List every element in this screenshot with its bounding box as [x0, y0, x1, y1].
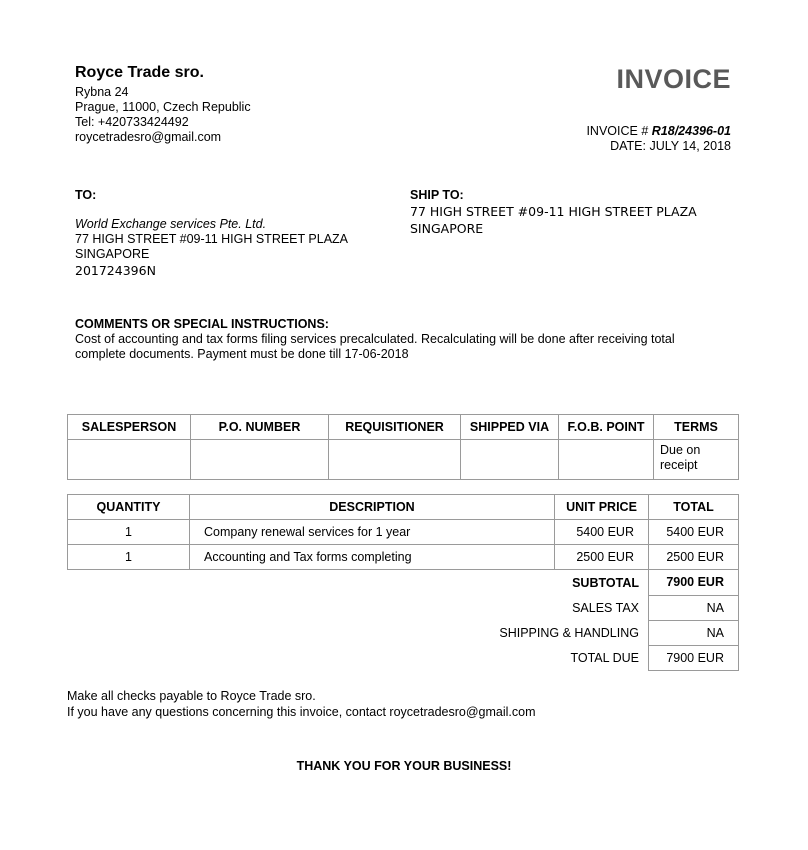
company-phone: Tel: +420733424492: [75, 115, 189, 129]
col-shipped-via: SHIPPED VIA: [461, 415, 559, 440]
row-unit-price: 2500 EUR: [555, 545, 649, 570]
order-header-row: [68, 415, 739, 440]
shipped-via-value: [461, 440, 559, 480]
po-number-value: [191, 440, 329, 480]
subtotal-value: 7900 EUR: [649, 570, 739, 596]
row-unit-price: 5400 EUR: [555, 520, 649, 545]
invoice-number-label: INVOICE #: [586, 124, 649, 138]
row-total: 5400 EUR: [649, 520, 739, 545]
col-total: TOTAL: [649, 495, 739, 520]
col-terms: TERMS: [654, 415, 739, 440]
ship-to-label: SHIP TO:: [410, 188, 464, 202]
items-header-row: [68, 495, 739, 520]
col-quantity: QUANTITY: [68, 495, 190, 520]
to-address-line1: 77 HIGH STREET #09-11 HIGH STREET PLAZA: [75, 232, 349, 246]
col-requisitioner: REQUISITIONER: [329, 415, 461, 440]
invoice-number: R18/24396-01: [651, 124, 731, 138]
subtotal-label: SUBTOTAL: [572, 575, 639, 590]
col-description: DESCRIPTION: [190, 495, 555, 520]
total-due-row: [68, 645, 739, 670]
to-address: [75, 217, 348, 278]
company-street: Rybna 24: [75, 85, 129, 99]
sales-tax-value: NA: [649, 595, 739, 620]
row-quantity: 1: [68, 545, 190, 570]
company-name: Royce Trade sro.: [75, 64, 204, 81]
col-fob-point: F.O.B. POINT: [559, 415, 654, 440]
invoice-number-line: [586, 124, 731, 139]
fob-point-value: [559, 440, 654, 480]
shipping-label: SHIPPING & HANDLING: [499, 625, 639, 640]
subtotal-row: [68, 570, 739, 596]
sales-tax-label: SALES TAX: [572, 600, 639, 615]
invoice-title: INVOICE: [616, 64, 731, 94]
shipping-value: NA: [649, 620, 739, 645]
row-total: 2500 EUR: [649, 545, 739, 570]
invoice-meta: [586, 124, 731, 154]
invoice-date: DATE: JULY 14, 2018: [610, 139, 731, 153]
table-row: [68, 520, 739, 545]
to-id: 201724396N: [75, 263, 156, 278]
col-po-number: P.O. NUMBER: [191, 415, 329, 440]
shipping-row: [68, 620, 739, 645]
order-value-row: [68, 440, 739, 480]
terms-value: Due on receipt: [654, 440, 739, 480]
comments-text: Cost of accounting and tax forms filing services precalculated. Recalculating will be done after receiving total complete documents. Payment must be done till 17-06-2018: [75, 332, 675, 361]
row-description: Company renewal services for 1 year: [190, 520, 555, 545]
ship-address-line2: SINGAPORE: [410, 221, 484, 236]
comments-label: COMMENTS OR SPECIAL INSTRUCTIONS:: [75, 317, 329, 331]
thank-you-message: THANK YOU FOR YOUR BUSINESS!: [296, 759, 512, 773]
salesperson-value: [68, 440, 191, 480]
col-unit-price: UNIT PRICE: [555, 495, 649, 520]
order-info-table: [67, 414, 739, 480]
total-due-value: 7900 EUR: [649, 645, 739, 670]
to-name: World Exchange services Pte. Ltd.: [75, 217, 267, 231]
checks-payable-line: Make all checks payable to Royce Trade sro.: [67, 689, 316, 703]
row-description: Accounting and Tax forms completing: [190, 545, 555, 570]
table-row: [68, 545, 739, 570]
requisitioner-value: [329, 440, 461, 480]
ship-to-address: [410, 203, 697, 237]
col-salesperson: SALESPERSON: [68, 415, 191, 440]
company-city: Prague, 11000, Czech Republic: [75, 100, 251, 114]
payment-note: [67, 688, 535, 720]
ship-address-line1: 77 HIGH STREET #09-11 HIGH STREET PLAZA: [410, 204, 697, 219]
to-address-line2: SINGAPORE: [75, 247, 150, 261]
total-due-label: TOTAL DUE: [570, 650, 639, 665]
sales-tax-row: [68, 595, 739, 620]
items-table: [67, 494, 739, 671]
to-label: TO:: [75, 188, 97, 202]
company-email: roycetradesro@gmail.com: [75, 130, 222, 144]
company-address: [75, 85, 251, 145]
contact-line: If you have any questions concerning this invoice, contact roycetradesro@gmail.com: [67, 705, 536, 719]
row-quantity: 1: [68, 520, 190, 545]
